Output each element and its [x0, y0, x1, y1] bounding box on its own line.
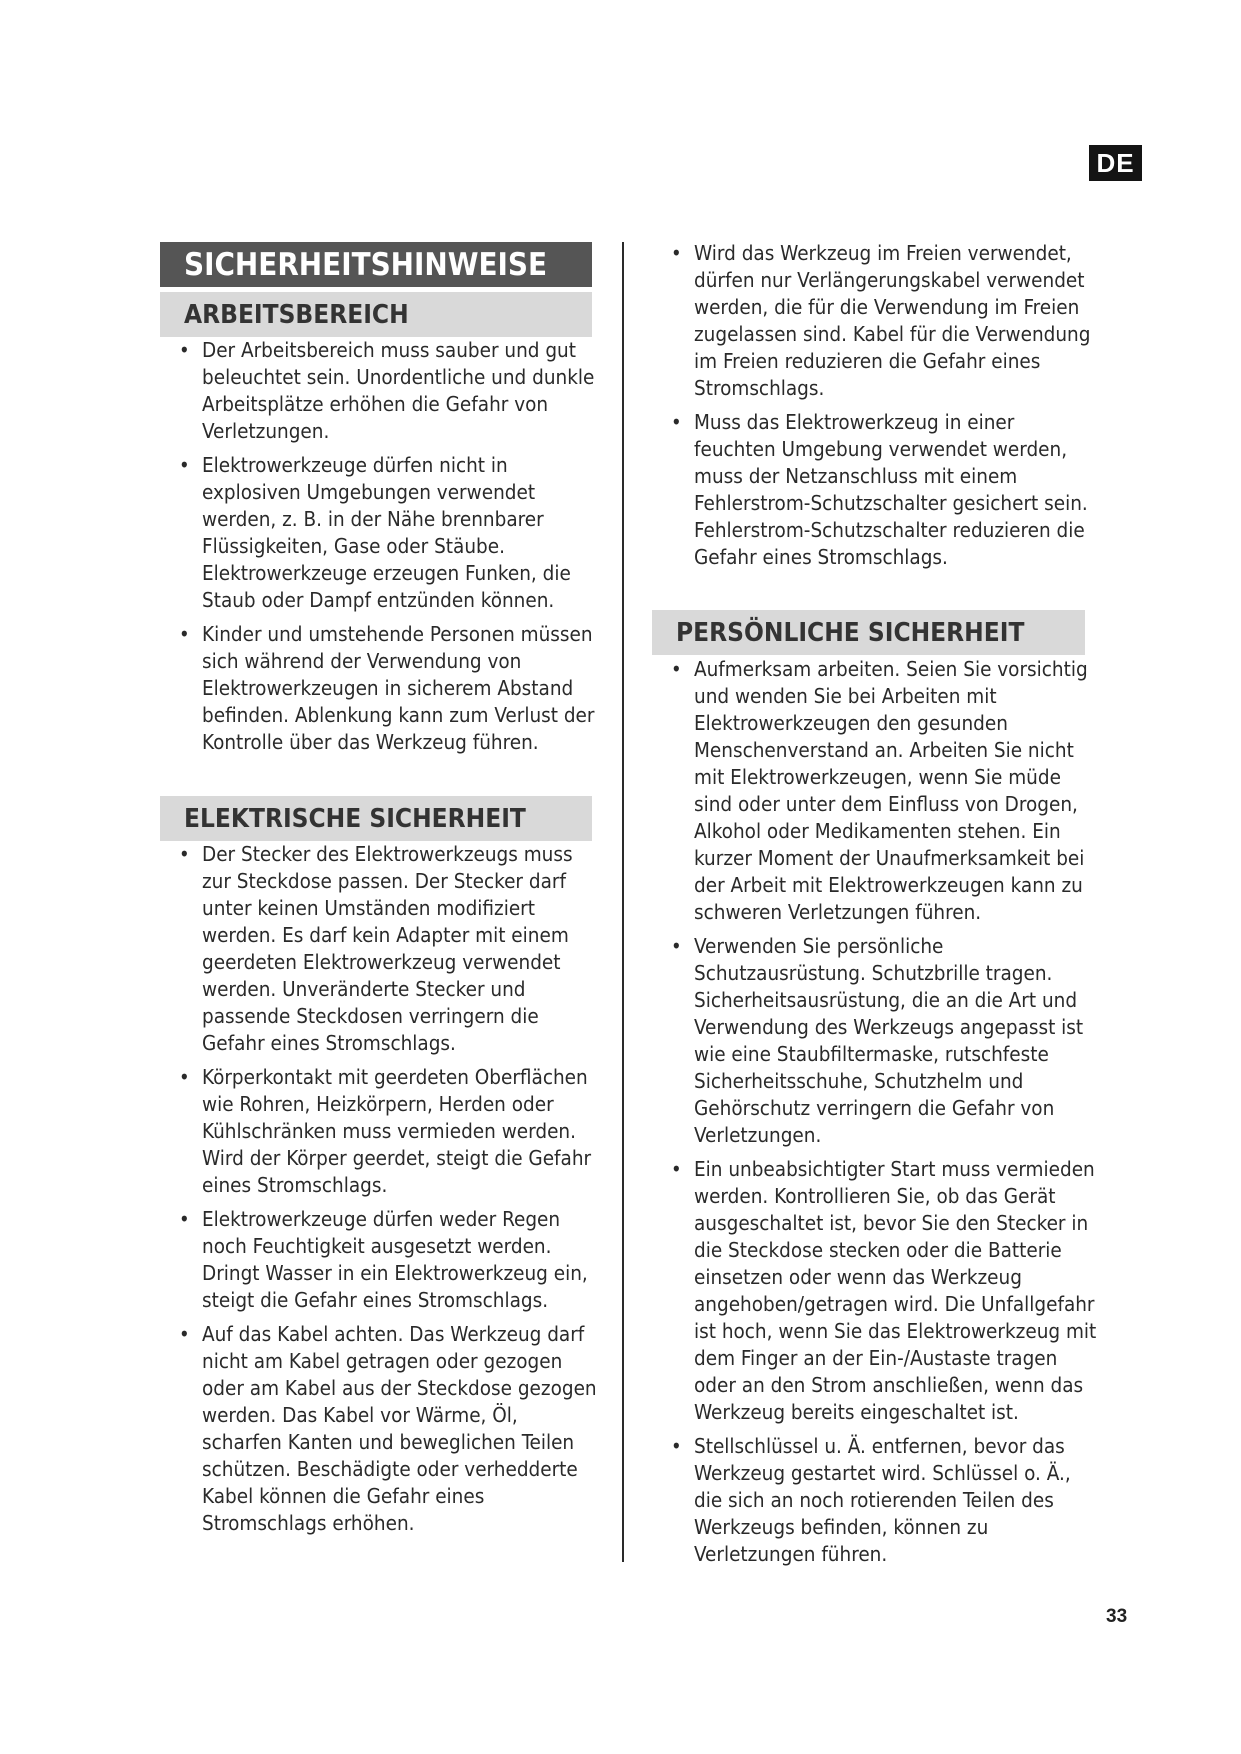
arbeitsbereich-list [160, 337, 600, 763]
list-item [652, 1433, 1097, 1568]
bullet-icon: • [179, 338, 190, 362]
list-item-text: Elektrowerkzeuge dürfen weder Regen noch Feuchtigkeit ausgesetzt werden. Dringt Wasser in ein Elektrowerkzeug ein, steigt die Gefahr eines Stromschlags. [202, 1207, 588, 1312]
page-number: 33 [1106, 1606, 1128, 1627]
section-heading-persoenliche-sicherheit: PERSÖNLICHE SICHERHEIT [652, 610, 1085, 655]
language-badge: DE [1089, 145, 1142, 181]
bullet-icon: • [671, 934, 682, 958]
list-item [652, 409, 1097, 571]
list-item [652, 656, 1097, 926]
list-item-text: Der Arbeitsbereich muss sauber und gut beleuchtet sein. Unordentliche und dunkle Arbeitsplätze erhöhen die Gefahr von Verletzungen. [202, 338, 595, 443]
list-item-text: Kinder und umstehende Personen müssen sich während der Verwendung von Elektrowerkzeugen in sicherem Abstand befinden. Ablenkung kann zum Verlust der Kontrolle über das Werkzeug führen. [202, 622, 595, 754]
list-item [160, 1321, 600, 1537]
list-item-text: Der Stecker des Elektrowerkzeugs muss zur Steckdose passen. Der Stecker darf unter keinen Umständen modifiziert werden. Es darf kein Adapter mit einem geerdeten Elektrowerkzeug verwendet werden. Unveränderte Stecker und passende Steckdosen verringern die Gefahr eines Stromschlags. [202, 842, 573, 1055]
list-item-text: Wird das Werkzeug im Freien verwendet, dürfen nur Verlängerungskabel verwendet werden, die für die Verwendung im Freien zugelassen sind. Kabel für die Verwendung im Freien reduzieren die Gefahr eines Stromschlags. [694, 241, 1091, 400]
column-divider [622, 242, 624, 1562]
list-item [652, 240, 1097, 402]
persoenliche-sicherheit-list [652, 656, 1097, 1575]
elektrische-sicherheit-continued-list [652, 240, 1097, 578]
list-item [160, 841, 600, 1057]
list-item-text: Verwenden Sie persönliche Schutzausrüstung. Schutzbrille tragen. Sicherheitsausrüstung, die an die Art und Verwendung des Werkzeugs angepasst ist wie eine Staubfiltermaske, rutschfeste Sicherheitsschuhe, Schutzhelm und Gehörschutz verringern die Gefahr von Verletzungen. [694, 934, 1084, 1147]
list-item-text: Aufmerksam arbeiten. Seien Sie vorsichtig und wenden Sie bei Arbeiten mit Elektrowerkzeugen den gesunden Menschenverstand an. Arbeiten Sie nicht mit Elektrowerkzeugen, wenn Sie müde sind oder unter dem Einfluss von Drogen, Alkohol oder Medikamenten stehen. Ein kurzer Moment der Unaufmerksamkeit bei der Arbeit mit Elektrowerkzeugen kann zu schweren Verletzungen führen. [694, 657, 1088, 924]
list-item [652, 1156, 1097, 1426]
bullet-icon: • [179, 1322, 190, 1346]
bullet-icon: • [179, 622, 190, 646]
bullet-icon: • [179, 1207, 190, 1231]
bullet-icon: • [179, 453, 190, 477]
bullet-icon: • [671, 241, 682, 265]
list-item [652, 933, 1097, 1149]
bullet-icon: • [179, 842, 190, 866]
bullet-icon: • [671, 1157, 682, 1181]
elektrische-sicherheit-list [160, 841, 600, 1544]
bullet-icon: • [671, 1434, 682, 1458]
list-item-text: Ein unbeabsichtigter Start muss vermieden werden. Kontrollieren Sie, ob das Gerät ausgeschaltet ist, bevor Sie den Stecker in die Steckdose stecken oder die Batterie einsetzen oder wenn das Werkzeug angehoben/getragen wird. Die Unfallgefahr ist hoch, wenn Sie das Elektrowerkzeug mit dem Finger an der Ein-/Austaste tragen oder an den Strom anschließen, wenn das Werkzeug bereits eingeschaltet ist. [694, 1157, 1097, 1424]
page-title: SICHERHEITSHINWEISE [160, 242, 592, 287]
list-item-text: Stellschlüssel u. Ä. entfernen, bevor das Werkzeug gestartet wird. Schlüssel o. Ä., die sich an noch rotierenden Teilen des Werkzeugs befinden, können zu Verletzungen führen. [694, 1434, 1071, 1566]
list-item [160, 452, 600, 614]
list-item-text: Körperkontakt mit geerdeten Oberflächen wie Rohren, Heizkörpern, Herden oder Kühlschränken muss vermieden werden. Wird der Körper geerdet, steigt die Gefahr eines Stromschlags. [202, 1065, 592, 1197]
list-item-text: Auf das Kabel achten. Das Werkzeug darf nicht am Kabel getragen oder gezogen oder am Kabel aus der Steckdose gezogen werden. Das Kabel vor Wärme, Öl, scharfen Kanten und beweglichen Teilen schützen. Beschädigte oder verhedderte Kabel können die Gefahr eines Stromschlags erhöhen. [202, 1322, 597, 1535]
list-item-text: Elektrowerkzeuge dürfen nicht in explosiven Umgebungen verwendet werden, z. B. in der Nähe brennbarer Flüssigkeiten, Gase oder Stäube. Elektrowerkzeuge erzeugen Funken, die Staub oder Dampf entzünden können. [202, 453, 571, 612]
list-item [160, 1064, 600, 1199]
section-heading-elektrische-sicherheit: ELEKTRISCHE SICHERHEIT [160, 796, 592, 841]
bullet-icon: • [671, 657, 682, 681]
list-item [160, 337, 600, 445]
section-heading-arbeitsbereich: ARBEITSBEREICH [160, 292, 592, 337]
bullet-icon: • [671, 410, 682, 434]
list-item [160, 621, 600, 756]
list-item [160, 1206, 600, 1314]
bullet-icon: • [179, 1065, 190, 1089]
list-item-text: Muss das Elektrowerkzeug in einer feuchten Umgebung verwendet werden, muss der Netzanschluss mit einem Fehlerstrom-Schutzschalter gesichert sein. Fehlerstrom-Schutzschalter reduzieren die Gefahr eines Stromschlags. [694, 410, 1088, 569]
